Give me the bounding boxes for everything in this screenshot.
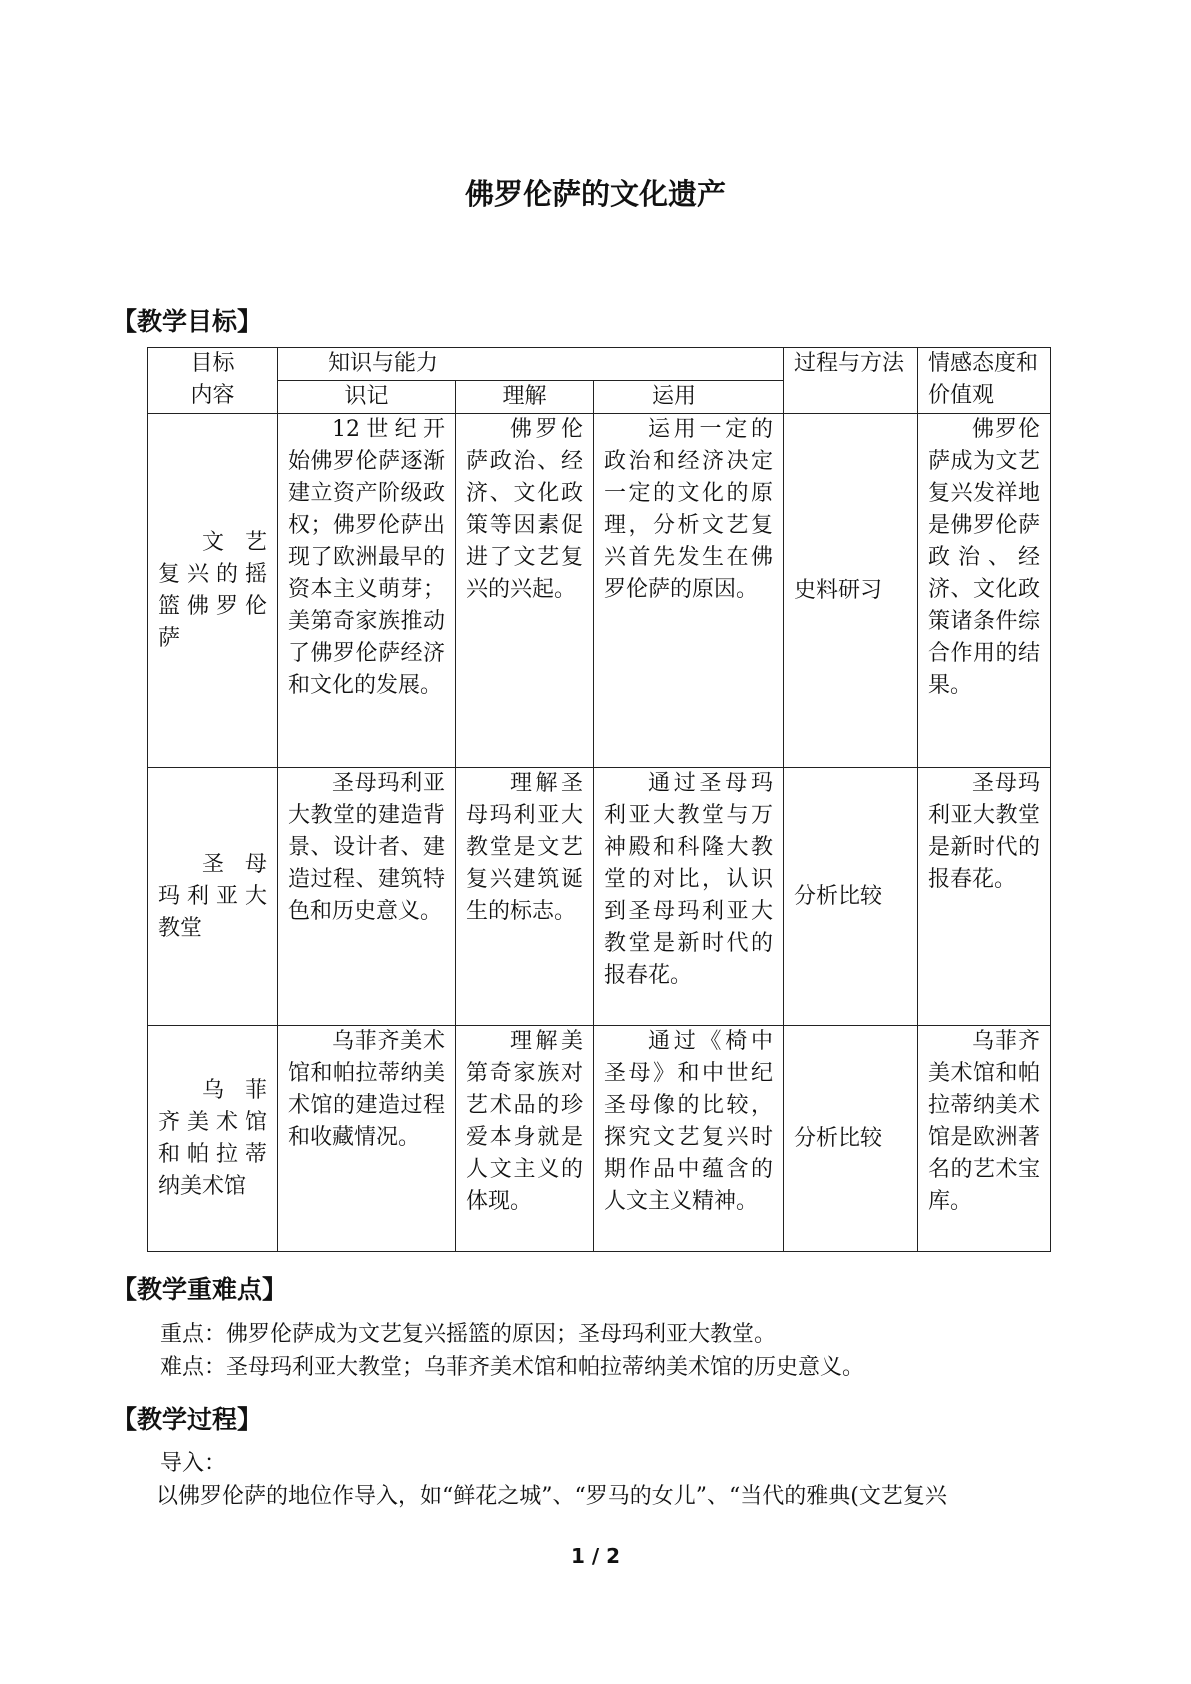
- header-understand: 理解: [456, 381, 594, 414]
- page-title: 佛罗伦萨的文化遗产: [464, 177, 726, 211]
- difficulty-text: 难点：圣母玛利亚大教堂；乌菲齐美术馆和帕拉蒂纳美术馆的历史意义。: [160, 1355, 865, 1380]
- key-point-text: 重点：佛罗伦萨成为文艺复兴摇篮的原因；圣母玛利亚大教堂。: [160, 1322, 777, 1347]
- section-heading-teaching-goals: 【教学目标】: [112, 307, 263, 336]
- row-understand: 理解圣母玛利亚大教堂是文艺复兴建筑诞生的标志。: [456, 768, 594, 1026]
- row-method: 分析比较: [784, 1026, 918, 1252]
- row-recall: 圣母玛利亚大教堂的建造背景、设计者、建造过程、建筑特色和历史意义。: [278, 768, 456, 1026]
- teaching-goals-table: [147, 347, 1051, 1252]
- row-values: 圣母玛利亚大教堂是新时代的报春花。: [918, 768, 1051, 1026]
- page-number: 1 / 2: [570, 1544, 621, 1568]
- row-understand: 理解美第奇家族对艺术品的珍爱本身就是人文主义的体现。: [456, 1026, 594, 1252]
- row-topic: 文艺复兴的摇篮佛罗伦萨: [148, 414, 278, 768]
- header-recall: 识记: [278, 381, 456, 414]
- table-row: [148, 414, 1051, 768]
- header-apply: 运用: [594, 381, 784, 414]
- row-method: 史料研习: [784, 414, 918, 768]
- header-process-method: 过程与方法: [784, 348, 918, 414]
- row-recall: 乌菲齐美术馆和帕拉蒂纳美术馆的建造过程和收藏情况。: [278, 1026, 456, 1252]
- intro-label: 导入：: [160, 1451, 227, 1476]
- table-row: [148, 768, 1051, 1026]
- table-header-row: [148, 348, 1051, 381]
- row-understand: 佛罗伦萨政治、经济、文化政策等因素促进了文艺复兴的兴起。: [456, 414, 594, 768]
- row-topic: 圣母玛利亚大教堂: [148, 768, 278, 1026]
- section-heading-key-points: 【教学重难点】: [112, 1275, 288, 1304]
- row-apply: 通过圣母玛利亚大教堂与万神殿和科隆大教堂的对比，认识到圣母玛利亚大教堂是新时代的报春花。: [594, 768, 784, 1026]
- row-topic: 乌菲齐美术馆和帕拉蒂纳美术馆: [148, 1026, 278, 1252]
- row-values: 佛罗伦萨成为文艺复兴发祥地是佛罗伦萨政治、经济、文化政策诸条件综合作用的结果。: [918, 414, 1051, 768]
- row-apply: 运用一定的政治和经济决定一定的文化的原理，分析文艺复兴首先发生在佛罗伦萨的原因。: [594, 414, 784, 768]
- intro-text: 以佛罗伦萨的地位作导入，如“鲜花之城”、“罗马的女儿”、“当代的雅典(文艺复兴: [156, 1484, 947, 1509]
- row-values: 乌菲齐美术馆和帕拉蒂纳美术馆是欧洲著名的艺术宝库。: [918, 1026, 1051, 1252]
- header-target-content: 目标 内容: [148, 348, 278, 414]
- row-apply: 通过《椅中圣母》和中世纪圣母像的比较，探究文艺复兴时期作品中蕴含的人文主义精神。: [594, 1026, 784, 1252]
- header-emotion-values: 情感态度和价值观: [918, 348, 1051, 414]
- section-heading-teaching-process: 【教学过程】: [112, 1405, 263, 1434]
- header-knowledge-ability: 知识与能力: [278, 348, 784, 381]
- table-row: [148, 1026, 1051, 1252]
- row-method: 分析比较: [784, 768, 918, 1026]
- row-recall: 12世纪开始佛罗伦萨逐渐建立资产阶级政权；佛罗伦萨出现了欧洲最早的资本主义萌芽；美第奇家族推动了佛罗伦萨经济和文化的发展。: [278, 414, 456, 768]
